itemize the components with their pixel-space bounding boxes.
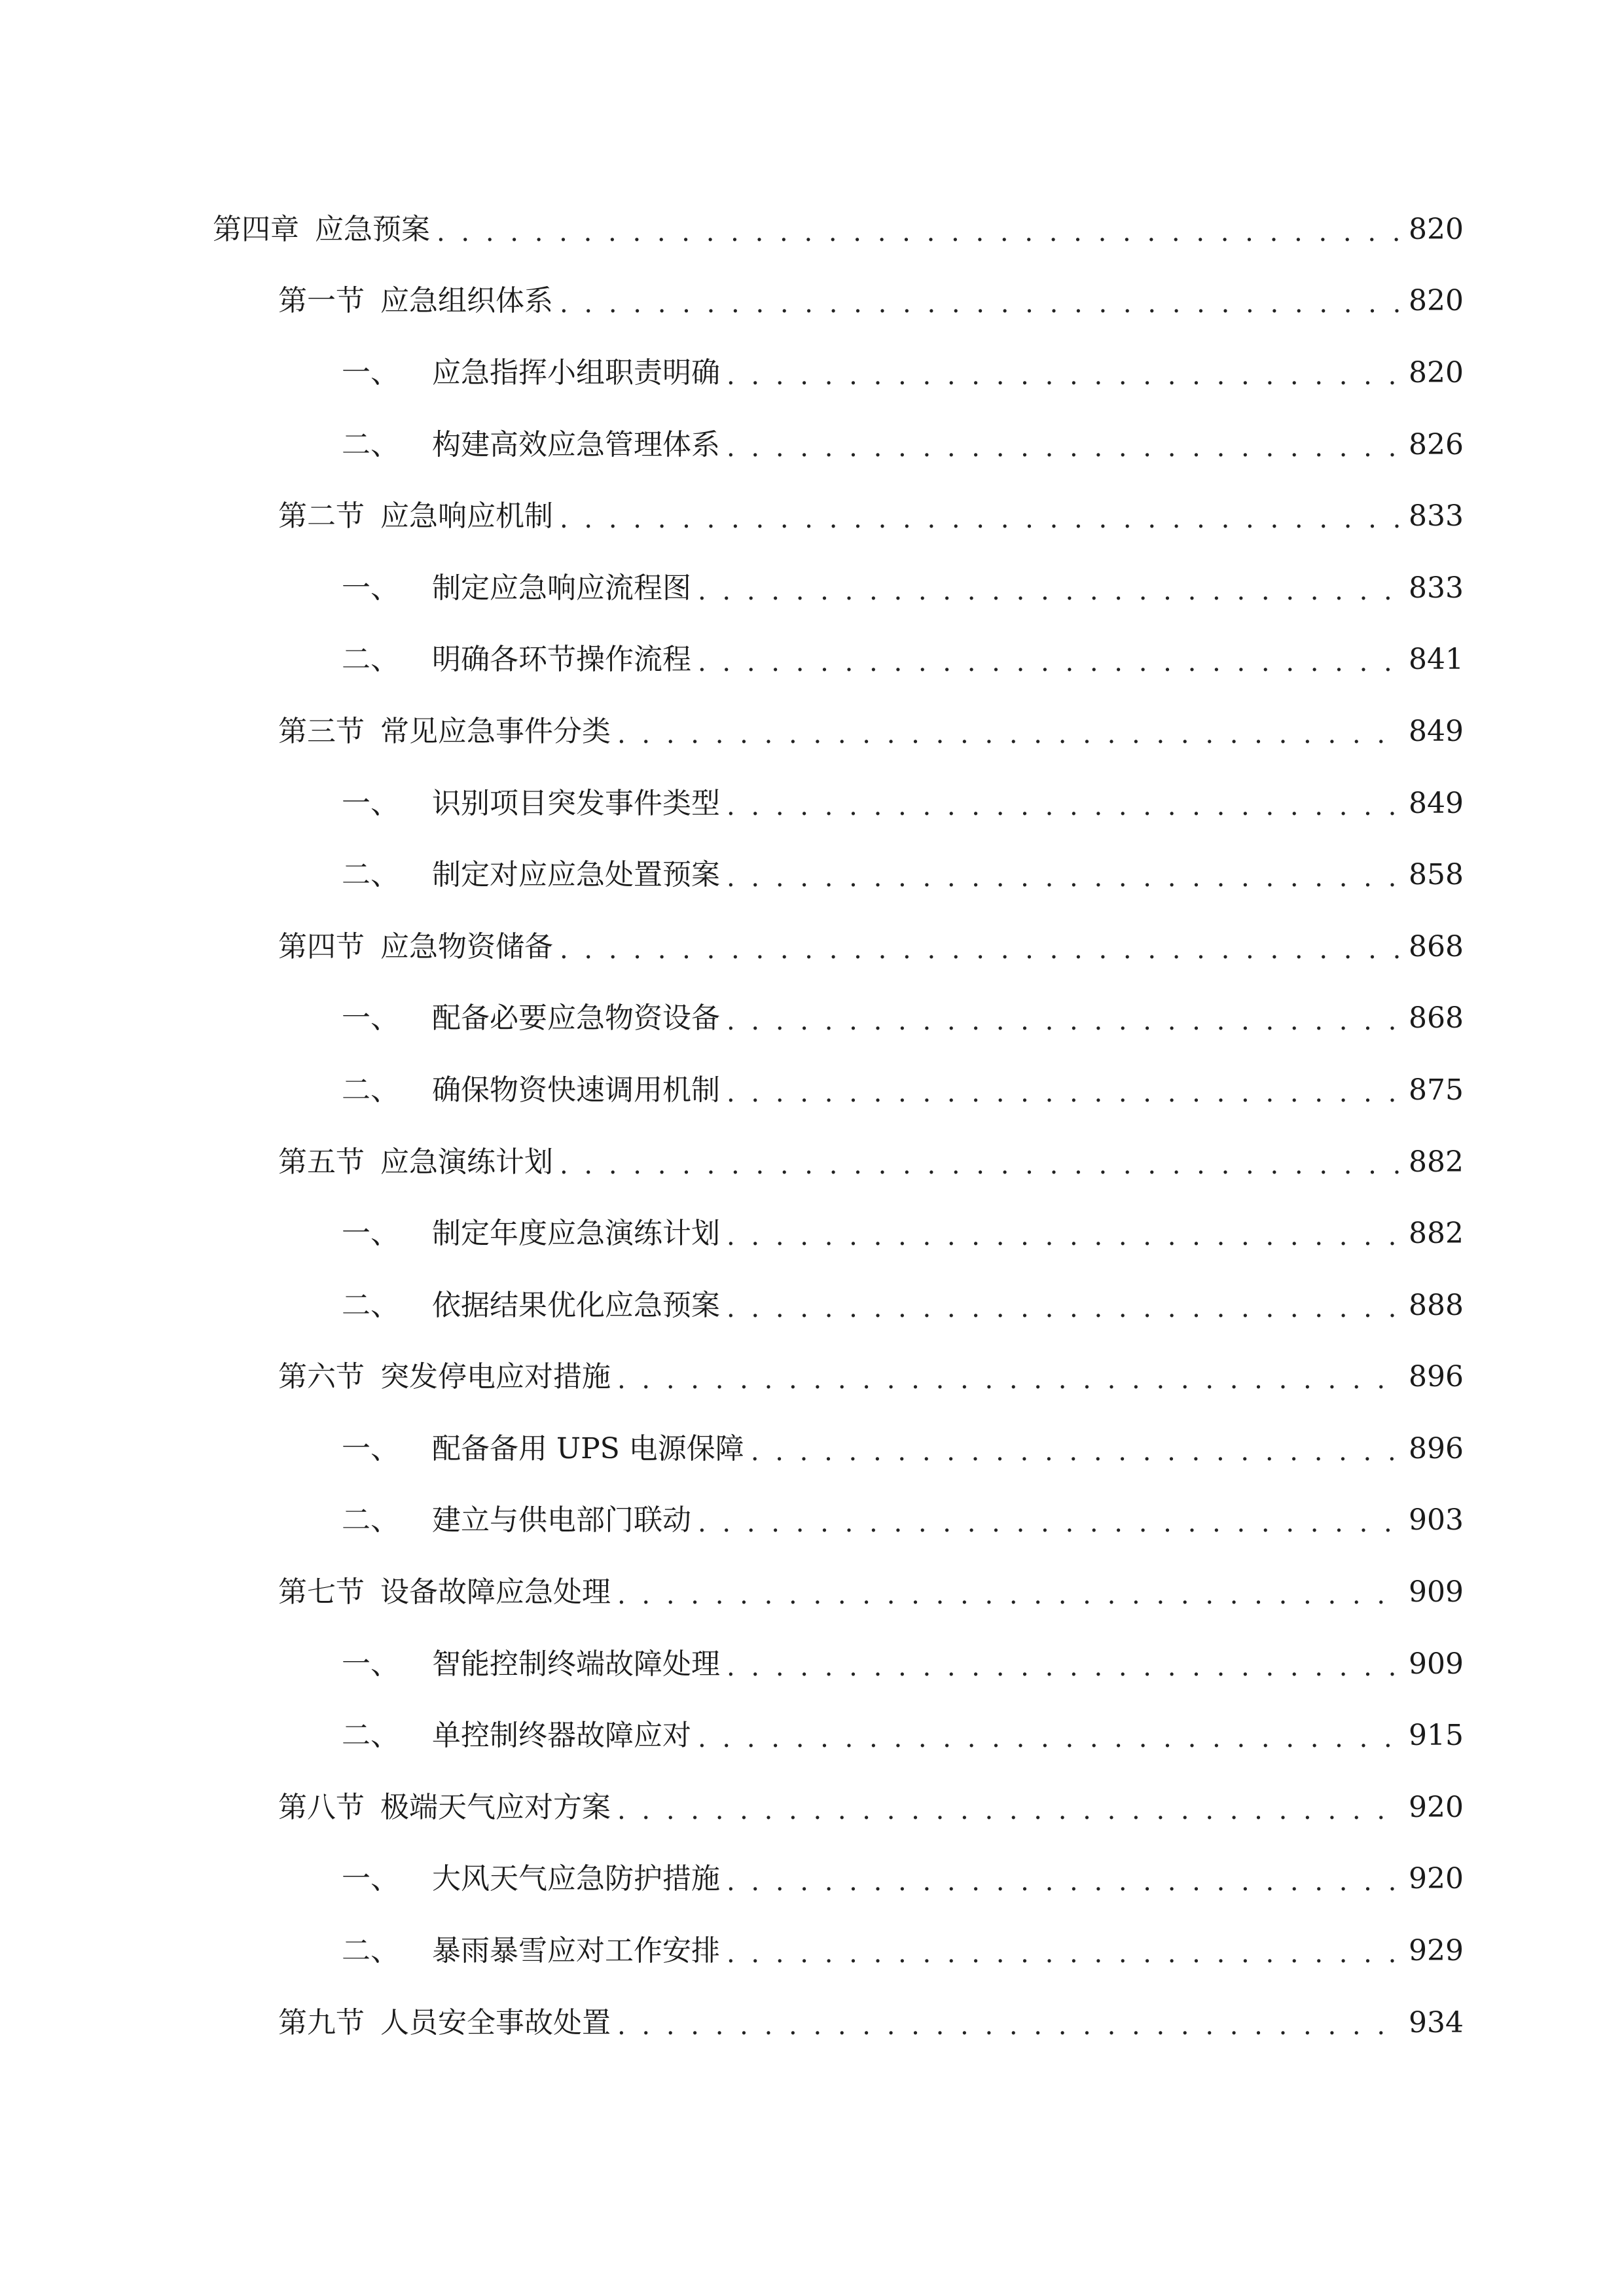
toc-entry-page-number: 934 [1409,2005,1464,2039]
toc-subsection-entry[interactable] [0,1915,1624,1987]
toc-entry-title: 暴雨暴雪应对工作安排 [432,1934,720,1968]
toc-entry-page-number: 909 [1409,1647,1464,1681]
dot-leader [560,291,1399,317]
toc-subsection-entry[interactable] [0,1413,1624,1485]
toc-entry-label [342,1073,720,1107]
toc-subsection-entry[interactable] [0,839,1624,911]
toc-entry-number: 一、 [342,1647,399,1681]
toc-entry-title: 大风天气应急防护措施 [432,1862,720,1896]
toc-entry-number: 一、 [342,1001,399,1035]
toc-entry-number: 第一节 [278,284,365,318]
toc-subsection-entry[interactable] [0,1844,1624,1916]
toc-subsection-entry[interactable] [0,337,1624,409]
toc-entry-page-number: 875 [1409,1073,1464,1107]
toc-entry-number: 一、 [342,1217,399,1251]
toc-entry-title: 建立与供电部门联动 [432,1503,691,1537]
toc-entry-page-number: 896 [1409,1431,1464,1465]
toc-entry-page-number: 820 [1409,355,1464,389]
toc-entry-number: 二、 [342,1073,399,1107]
toc-subsection-entry[interactable] [0,624,1624,696]
toc-subsection-entry[interactable] [0,409,1624,481]
toc-entry-label [213,212,430,246]
toc-entry-page-number: 920 [1409,1862,1464,1896]
toc-entry-label [278,2005,611,2039]
toc-subsection-entry[interactable] [0,983,1624,1055]
toc-entry-title: 极端天气应对方案 [380,1790,611,1824]
dot-leader [698,1510,1399,1536]
toc-entry-page-number: 849 [1409,786,1464,820]
toc-entry-number: 第四节 [278,929,365,963]
toc-entry-page-number: 858 [1409,858,1464,892]
toc-entry-label [278,1145,553,1179]
toc-entry-title: 应急响应机制 [380,499,553,533]
toc-entry-title: 识别项目突发事件类型 [432,786,720,820]
toc-entry-title: 配备备用 UPS 电源保障 [432,1431,744,1465]
table-of-contents [0,194,1624,2058]
toc-entry-number: 一、 [342,1431,399,1465]
toc-section-entry[interactable] [0,1987,1624,2059]
toc-subsection-entry[interactable] [0,1198,1624,1270]
toc-entry-label [278,929,553,963]
toc-section-entry[interactable] [0,911,1624,983]
toc-entry-title: 制定对应应急处置预案 [432,858,720,892]
dot-leader [727,435,1399,461]
toc-chapter-entry[interactable] [0,194,1624,266]
toc-section-entry[interactable] [0,1556,1624,1628]
toc-entry-number: 第九节 [278,2005,365,2039]
toc-entry-label [342,1001,720,1035]
toc-entry-number: 第三节 [278,714,365,748]
dot-leader [560,506,1399,532]
dot-leader [727,1008,1399,1034]
toc-subsection-entry[interactable] [0,1700,1624,1772]
dot-leader [727,793,1399,819]
toc-entry-title: 单控制终器故障应对 [432,1719,691,1753]
toc-entry-page-number: 903 [1409,1503,1464,1537]
toc-entry-label [278,1360,611,1394]
toc-section-entry[interactable] [0,480,1624,552]
dot-leader [560,937,1399,963]
toc-entry-number: 一、 [342,786,399,820]
toc-entry-number: 二、 [342,1719,399,1753]
toc-entry-page-number: 888 [1409,1288,1464,1322]
toc-section-entry[interactable] [0,1342,1624,1414]
toc-subsection-entry[interactable] [0,552,1624,624]
toc-entry-number: 二、 [342,858,399,892]
toc-entry-number: 一、 [342,355,399,389]
dot-leader [727,1941,1399,1967]
toc-entry-title: 配备必要应急物资设备 [432,1001,720,1035]
toc-entry-title: 构建高效应急管理体系 [432,427,720,461]
toc-subsection-entry[interactable] [0,1270,1624,1342]
toc-subsection-entry[interactable] [0,1054,1624,1126]
dot-leader [751,1439,1399,1465]
toc-entry-page-number: 820 [1409,212,1464,246]
toc-entry-label [342,1934,720,1968]
toc-entry-label [342,858,720,892]
toc-entry-label [278,714,611,748]
toc-entry-page-number: 820 [1409,284,1464,318]
dot-leader [698,578,1399,604]
toc-entry-number: 第五节 [278,1145,365,1179]
dot-leader [727,1295,1399,1321]
toc-entry-number: 二、 [342,427,399,461]
toc-entry-title: 设备故障应急处理 [380,1575,611,1609]
dot-leader [698,1725,1399,1751]
toc-entry-number: 一、 [342,571,399,605]
toc-entry-number: 第二节 [278,499,365,533]
toc-entry-label [342,1288,720,1322]
toc-entry-title: 应急组织体系 [380,284,553,318]
toc-entry-page-number: 868 [1409,929,1464,963]
toc-entry-label [278,284,553,318]
toc-entry-page-number: 896 [1409,1360,1464,1394]
toc-entry-label [342,1862,720,1896]
toc-entry-label [342,355,720,389]
toc-entry-number: 二、 [342,1288,399,1322]
toc-entry-page-number: 882 [1409,1217,1464,1251]
dot-leader [727,865,1399,891]
toc-entry-title: 明确各环节操作流程 [432,643,691,677]
dot-leader [617,1797,1399,1823]
toc-entry-label [278,1790,611,1824]
toc-entry-page-number: 841 [1409,643,1464,677]
toc-entry-label [342,786,720,820]
dot-leader [727,363,1399,389]
toc-section-entry[interactable] [0,266,1624,338]
toc-entry-label [342,1647,720,1681]
toc-entry-label [278,1575,611,1609]
toc-entry-page-number: 882 [1409,1145,1464,1179]
toc-subsection-entry[interactable] [0,1485,1624,1557]
toc-entry-page-number: 868 [1409,1001,1464,1035]
toc-entry-page-number: 849 [1409,714,1464,748]
toc-entry-page-number: 909 [1409,1575,1464,1609]
toc-entry-page-number: 826 [1409,427,1464,461]
toc-entry-title: 制定年度应急演练计划 [432,1217,720,1251]
toc-entry-number: 二、 [342,1503,399,1537]
toc-entry-title: 智能控制终端故障处理 [432,1647,720,1681]
toc-entry-title: 应急指挥小组职责明确 [432,355,720,389]
toc-entry-number: 第四章 [213,212,299,246]
toc-section-entry[interactable] [0,696,1624,768]
toc-subsection-entry[interactable] [0,1628,1624,1700]
toc-section-entry[interactable] [0,1126,1624,1198]
dot-leader [560,1152,1399,1178]
toc-entry-label [342,643,691,677]
toc-subsection-entry[interactable] [0,768,1624,840]
toc-entry-title: 常见应急事件分类 [380,714,611,748]
toc-entry-title: 依据结果优化应急预案 [432,1288,720,1322]
dot-leader [617,1582,1399,1608]
toc-entry-page-number: 920 [1409,1790,1464,1824]
toc-entry-title: 应急物资储备 [380,929,553,963]
dot-leader [437,219,1399,245]
toc-entry-label [342,1719,691,1753]
toc-entry-number: 二、 [342,643,399,677]
toc-entry-label [342,1431,744,1465]
toc-entry-page-number: 915 [1409,1719,1464,1753]
toc-entry-page-number: 929 [1409,1934,1464,1968]
toc-entry-title: 应急预案 [315,212,430,246]
toc-entry-number: 第八节 [278,1790,365,1824]
toc-entry-number: 第七节 [278,1575,365,1609]
toc-entry-title: 制定应急响应流程图 [432,571,691,605]
toc-entry-title: 突发停电应对措施 [380,1360,611,1394]
toc-entry-label [342,1503,691,1537]
dot-leader [727,1654,1399,1680]
toc-entry-label [342,571,691,605]
toc-entry-label [342,1217,720,1251]
toc-entry-title: 人员安全事故处置 [380,2005,611,2039]
toc-entry-page-number: 833 [1409,571,1464,605]
toc-entry-number: 第六节 [278,1360,365,1394]
dot-leader [727,1869,1399,1895]
dot-leader [727,1223,1399,1249]
toc-entry-number: 二、 [342,1934,399,1968]
toc-entry-label [342,427,720,461]
dot-leader [698,649,1399,675]
toc-entry-label [278,499,553,533]
dot-leader [617,2013,1399,2039]
toc-entry-title: 应急演练计划 [380,1145,553,1179]
dot-leader [727,1080,1399,1106]
dot-leader [617,721,1399,747]
toc-entry-number: 一、 [342,1862,399,1896]
toc-entry-page-number: 833 [1409,499,1464,533]
toc-entry-title: 确保物资快速调用机制 [432,1073,720,1107]
toc-section-entry[interactable] [0,1772,1624,1844]
dot-leader [617,1367,1399,1393]
